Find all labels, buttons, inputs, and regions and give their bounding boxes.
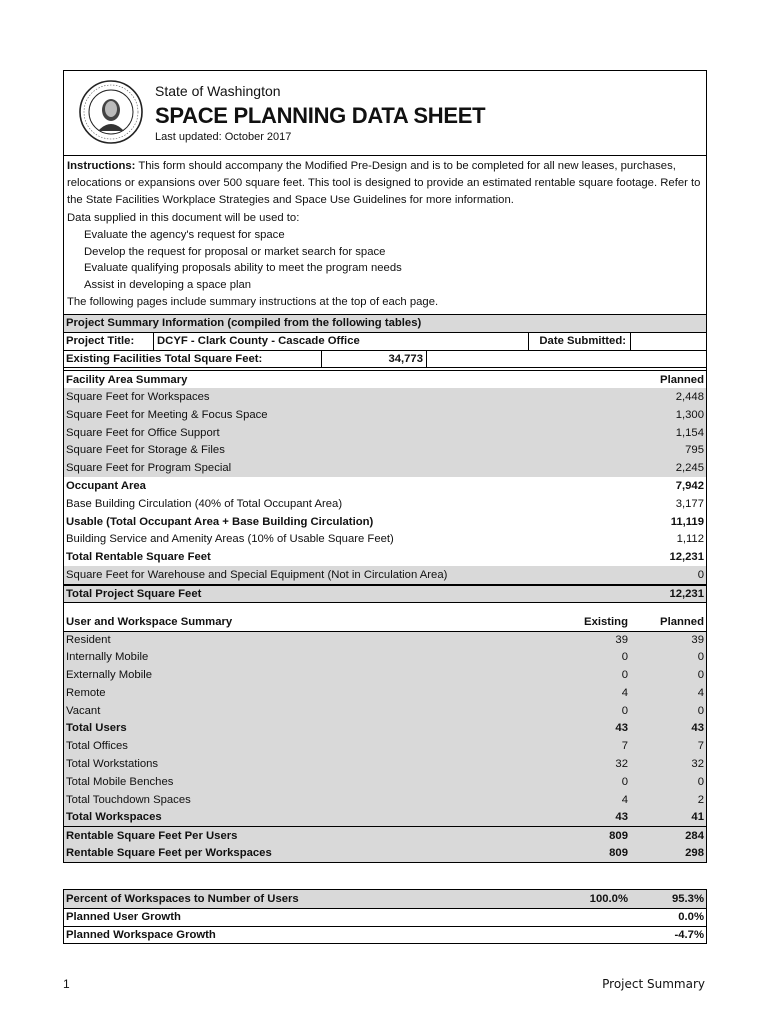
table-row (64, 755, 706, 773)
table-row (64, 773, 706, 791)
date-submitted-label: Date Submitted: (539, 335, 626, 348)
planned-value: 32 (691, 758, 704, 771)
row-label: Total Project Square Feet (66, 587, 202, 600)
table-row (64, 406, 706, 424)
list-item: Evaluate qualifying proposals ability to meet the program needs (84, 262, 402, 274)
existing-value: 43 (615, 811, 628, 824)
table-row (64, 791, 706, 809)
following-note: The following pages include summary instructions at the top of each page. (67, 296, 439, 308)
table-row (64, 531, 706, 549)
existing-facilities-row (64, 350, 706, 368)
instructions-label: Instructions: (67, 160, 136, 172)
row-label: Externally Mobile (66, 669, 153, 682)
space-planning-sheet (63, 70, 707, 863)
sheet-name: Project Summary (602, 977, 705, 991)
planned-value: 7,942 (675, 480, 704, 493)
existing-value: 809 (609, 829, 628, 842)
row-label: Planned User Growth (66, 911, 181, 924)
row-label: Total Rentable Square Feet (66, 551, 211, 564)
planned-value: 12,231 (669, 551, 704, 564)
table-row (64, 890, 706, 908)
existing-facilities-label: Existing Facilities Total Square Feet: (66, 352, 263, 365)
existing-value: 43 (615, 722, 628, 735)
table-row (64, 826, 706, 844)
planned-value: 39 (691, 633, 704, 646)
row-label: Percent of Workspaces to Number of Users (66, 892, 299, 905)
table-row (64, 631, 706, 649)
table-row (64, 548, 706, 566)
list-item: Develop the request for proposal or market search for space (84, 245, 386, 258)
row-label: Building Service and Amenity Areas (10% of Usable Square Feet) (66, 533, 394, 546)
row-label: Square Feet for Meeting & Focus Space (66, 408, 268, 421)
table-row (64, 844, 706, 862)
existing-value: 0 (621, 669, 628, 682)
page-number: 1 (63, 977, 70, 991)
planned-value: 1,300 (675, 408, 704, 421)
data-intro: Data supplied in this document will be used to: (67, 212, 300, 224)
facility-heading-row (64, 370, 706, 388)
row-label: Base Building Circulation (40% of Total Occupant Area) (66, 497, 343, 510)
planned-value: 1,154 (675, 426, 704, 439)
row-label: User and Workspace Summary (66, 615, 233, 628)
planned-value: 95.3% (671, 892, 704, 905)
planned-value: 2 (697, 793, 704, 806)
row-label: Total Users (66, 722, 127, 735)
state-seal-icon (78, 79, 144, 145)
planned-value: 298 (685, 847, 704, 859)
planned-value: 1,112 (676, 533, 704, 546)
planned-value: 2,448 (675, 391, 704, 404)
existing-value: 809 (609, 847, 628, 859)
table-row (64, 424, 706, 442)
existing-value: 32 (615, 758, 628, 771)
table-row (64, 908, 706, 926)
row-label: Occupant Area (66, 480, 146, 493)
table-row (64, 666, 706, 684)
table-row (64, 809, 706, 827)
state-name: State of Washington (155, 83, 281, 99)
existing-value: 4 (621, 793, 628, 806)
project-title-row (64, 332, 706, 350)
row-label: Usable (Total Occupant Area + Base Building Circulation) (66, 515, 374, 528)
page-title: SPACE PLANNING DATA SHEET (155, 103, 486, 128)
date-submitted-field[interactable] (630, 333, 706, 350)
table-row (64, 477, 706, 495)
planned-value: 0 (697, 775, 704, 788)
row-label: Square Feet for Storage & Files (66, 444, 225, 457)
row-label: Total Workspaces (66, 811, 162, 824)
purpose-list (67, 227, 703, 293)
planned-value: -4.7% (674, 928, 704, 941)
list-item: Evaluate the agency's request for space (84, 229, 285, 241)
existing-value: 7 (621, 740, 628, 753)
table-row (64, 584, 706, 602)
table-row (64, 720, 706, 738)
table-row (64, 566, 706, 584)
spacer (64, 602, 706, 613)
planned-value: 41 (691, 811, 704, 824)
row-label: Project Summary Information (compiled from the following tables) (66, 317, 422, 330)
row-label: Square Feet for Program Special (66, 462, 232, 475)
row-label: Vacant (66, 704, 101, 717)
planned-value: 0 (697, 669, 704, 682)
table-row (64, 684, 706, 702)
planned-value: 0.0% (678, 911, 704, 924)
row-label: Total Touchdown Spaces (66, 793, 191, 806)
table-row (64, 926, 706, 944)
instructions-text: This form should accompany the Modified Pre-Design and is to be completed for all new leases, purchases, relocations or expansions over 500 square feet. This tool is designed to provide an estimated rentable square footage. Refer to the State Facilities Workplace Strategies and Space Use Guidelines for more information. (67, 160, 701, 206)
planned-value: 12,231 (669, 587, 704, 600)
row-label: Rentable Square Feet Per Users (66, 829, 238, 842)
table-row (64, 459, 706, 477)
row-label: Total Workstations (66, 758, 159, 771)
row-label: Total Offices (66, 740, 128, 753)
planned-value: Planned (660, 373, 704, 386)
row-label: Facility Area Summary (66, 373, 188, 386)
table-row (64, 648, 706, 666)
row-label: Resident (66, 633, 111, 646)
existing-facilities-field[interactable]: 34,773 (321, 351, 427, 368)
existing-value: Existing (584, 615, 628, 628)
table-row (64, 495, 706, 513)
existing-value: 0 (621, 651, 628, 664)
project-title-label: Project Title: (66, 335, 135, 348)
row-label: Rentable Square Feet per Workspaces (66, 847, 272, 859)
planned-value: 0 (697, 651, 704, 664)
planned-value: 3,177 (675, 497, 704, 510)
project-summary-heading (64, 314, 706, 332)
row-label: Planned Workspace Growth (66, 928, 216, 941)
planned-value: 4 (697, 686, 704, 699)
existing-value: 0 (621, 704, 628, 717)
table-row (64, 737, 706, 755)
row-label: Square Feet for Workspaces (66, 391, 210, 404)
planned-value: Planned (660, 615, 704, 628)
table-row (64, 513, 706, 531)
planned-value: 7 (697, 740, 704, 753)
planned-value: 2,245 (675, 462, 704, 475)
existing-value: 0 (621, 775, 628, 788)
table-row (64, 442, 706, 460)
row-label: Square Feet for Office Support (66, 426, 220, 439)
last-updated: Last updated: October 2017 (155, 131, 292, 143)
existing-value: 39 (615, 633, 628, 646)
row-label: Total Mobile Benches (66, 775, 174, 788)
planned-value: 284 (685, 829, 704, 842)
planned-value: 795 (685, 444, 704, 457)
row-label: Internally Mobile (66, 651, 149, 664)
growth-table (63, 889, 707, 944)
row-label: Remote (66, 686, 106, 699)
planned-value: 11,119 (670, 515, 704, 528)
planned-value: 43 (691, 722, 704, 735)
sheet-header (64, 71, 706, 156)
planned-value: 0 (697, 569, 704, 582)
project-title-field[interactable]: DCYF - Clark County - Cascade Office (153, 333, 529, 350)
existing-value: 4 (621, 686, 628, 699)
planned-value: 0 (697, 704, 704, 717)
list-item: Assist in developing a space plan (84, 278, 252, 291)
instructions-block (64, 156, 706, 314)
table-row (64, 388, 706, 406)
existing-value: 100.0% (589, 892, 628, 905)
table-row (64, 702, 706, 720)
users-heading-row (64, 613, 706, 631)
row-label: Square Feet for Warehouse and Special Equipment (Not in Circulation Area) (66, 569, 448, 582)
